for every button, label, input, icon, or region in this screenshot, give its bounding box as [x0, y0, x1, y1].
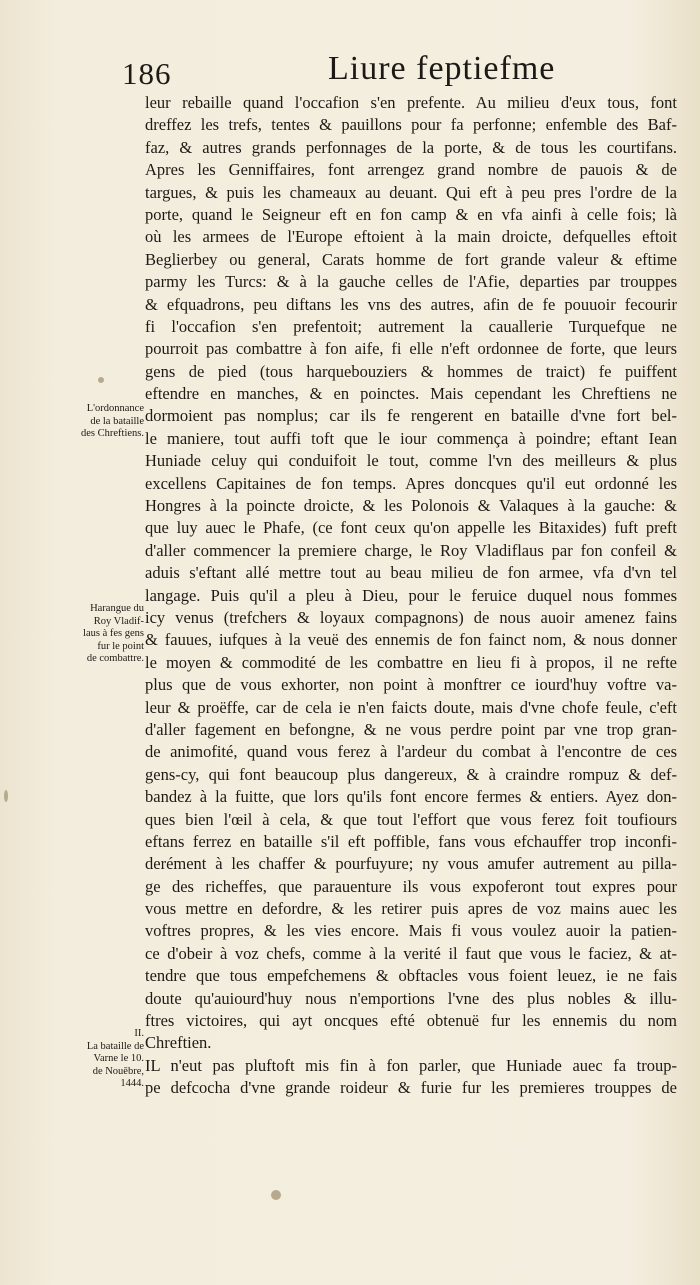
ink-spot	[98, 377, 104, 383]
text-line: où les armees de l'Europe eftoient à la main droicte, defquelles eftoit	[145, 227, 677, 247]
margin-note-line: Varne le 10.	[93, 1053, 144, 1064]
text-line: & efquadrons, peu diftans les vns des autres, afin de fe pouuoir fecourir	[145, 294, 677, 314]
text-line: Hongres à la poincte droicte, & les Polonois & Valaques à la gauche: &	[145, 496, 677, 516]
text-line: voftres propres, & les vies encore. Mais fi vous voulez auoir la patien-	[145, 921, 677, 941]
text-line: de animofité, quand vous ferez à l'ardeur du combat à l'encontre de ces	[145, 742, 677, 762]
text-line: ques bien l'œil à cela, & que tout l'effort que vous ferez foit toufiours	[145, 809, 677, 829]
text-line: le maniere, tout auffi toft que le iour commença à poindre; eftant Iean	[145, 428, 677, 448]
margin-note-line: fur le point	[97, 640, 144, 652]
text-line: tendre que tous empefchemens & obftacles vous foient leuez, ie ne fais	[145, 966, 677, 986]
margin-note-line: II.	[134, 1028, 144, 1039]
text-line: le moyen & commodité de les combattre en lieu fi à propos, il ne refte	[145, 652, 677, 672]
margin-note-line: de la bataille	[90, 415, 144, 427]
margin-note-bataille-varne	[52, 1028, 144, 1091]
text-line: Apres les Genniffaires, font arrengez grand nombre de pauois & de	[145, 160, 677, 180]
text-line: leur & proëffe, car de cela ie n'en faicts doute, mais d'vne chofe feule, c'eft	[145, 697, 677, 717]
text-line: dreffez les trefs, tentes & pauillons pour fa perfonne; enfemble des Baf-	[145, 115, 677, 135]
text-line: langage. Puis qu'il a pleu à Dieu, pour le feruice duquel nous fommes	[145, 585, 677, 605]
text-line: dormoient pas nomplus; car ils fe rengerent en bataille d'vne fort bel-	[145, 406, 677, 426]
text-line: Chreftien.	[145, 1033, 212, 1053]
text-line: plus que de vous exhorter, non point à monftrer ce iourd'huy voftre va-	[145, 675, 677, 695]
text-line: d'aller commencer la premiere charge, le Roy Vladiflaus par fon confeil &	[145, 540, 677, 560]
text-line: parmy les Turcs: & à la gauche celles de l'Afie, departies par trouppes	[145, 272, 677, 292]
text-line: gens-cy, qui font beaucoup plus dangereux, & à craindre rompuz & def-	[145, 764, 677, 784]
margin-note-harangue	[52, 603, 144, 666]
margin-note-line: de combattre.	[86, 653, 144, 664]
margin-note-ordonnance	[52, 403, 144, 441]
text-line: derément à les chaffer & pourfuyure; ny vous amufer autrement au pilla-	[145, 854, 677, 874]
text-line: excellens Capitaines de fon temps. Apres doncques qu'il eut ordonné les	[145, 473, 677, 493]
text-line: bandez à la fuitte, que lors qu'ils font encore fermes & entiers. Ayez don-	[145, 787, 677, 807]
text-line: ce d'obeir à voz chefs, comme à la verité il faut que vous le faciez, & at-	[145, 943, 677, 963]
text-line: vous mettre en defordre, & les retirer puis apres de voz mains auec les	[145, 899, 677, 919]
text-line: pe defcocha d'vne grande roideur & furie fur les premieres trouppes de	[145, 1078, 677, 1098]
running-title: Liure feptiefme	[328, 50, 556, 87]
margin-note-line: laus à fes gens	[83, 628, 144, 639]
page-number: 186	[122, 56, 172, 91]
binding-mark	[4, 790, 8, 802]
body-text	[145, 92, 677, 1100]
margin-note-line: de Nouēbre,	[92, 1065, 144, 1077]
text-line: Huniade celuy qui conduifoit le tout, comme l'vn des meilleurs & plus	[145, 451, 677, 471]
text-line: d'aller fagement en befongne, & ne vous perdre point par vne trop gran-	[145, 719, 677, 739]
text-line: que luy auec le Phafe, (ce font ceux qu'on appelle les Bitaxides) fuft preft	[145, 518, 677, 538]
text-line: fi l'occafion s'en prefentoit; autrement la cauallerie Turquefque ne	[145, 316, 677, 336]
ink-spot	[271, 1190, 281, 1200]
margin-note-line: Harangue du	[90, 603, 144, 614]
text-line: & fauues, iufques à la veuë des ennemis de fon fainct nom, & nous donner	[145, 630, 677, 650]
margin-note-line: Roy Vladif-	[93, 615, 144, 627]
text-line: porte, quand le Seigneur eft en fon camp & en vfa ainfi à celle fois; là	[145, 204, 677, 224]
margin-note-line: 1444.	[120, 1078, 144, 1089]
text-line: gens de pied (tous harquebouziers & hommes de traict) fe puiffent	[145, 361, 677, 381]
margin-note-line: des Chreftiens.	[81, 428, 144, 439]
text-line: IL n'eut pas pluftoft mis fin à fon parler, que Huniade auec fa troup-	[145, 1055, 677, 1075]
text-line: faz, & autres grands perfonnages de la porte, & de tous les courtifans.	[145, 137, 677, 157]
text-line: eftendre en manches, & en poinctes. Mais cependant les Chreftiens ne	[145, 384, 677, 404]
text-line: eftans ferrez en bataille s'il eft poffible, fans vous efchauffer trop inconfi-	[145, 831, 677, 851]
text-line: icy venus (trefchers & loyaux compagnons) de nous auoir amenez fains	[145, 607, 677, 627]
text-line: ge des richeffes, que parauenture ils vous expoferont tout expres pour	[145, 876, 677, 896]
text-line: targues, & puis les chameaux au deuant. Qui eft à peu pres l'ordre de la	[145, 182, 677, 202]
text-line: ftres victoires, qui ayt oncques efté obtenuë fur les ennemis du nom	[145, 1011, 677, 1031]
text-line: aduis s'eftant allé mettre tout au beau milieu de fon armee, vfa d'vn tel	[145, 563, 677, 583]
text-line: pourroit pas combattre à fon aife, fi elle n'eft ordonnee de forte, que leurs	[145, 339, 677, 359]
text-line: Beglierbey ou general, Carats homme de fort grande valeur & eftime	[145, 249, 677, 269]
margin-note-line: La bataille de	[86, 1040, 144, 1052]
margin-note-line: L'ordonnance	[86, 403, 144, 414]
text-line: leur rebaille quand l'occafion s'en prefente. Au milieu d'eux tous, font	[145, 93, 677, 112]
text-line: doute qu'auiourd'huy nous n'emportions l'vne des plus nobles & illu-	[145, 988, 677, 1008]
